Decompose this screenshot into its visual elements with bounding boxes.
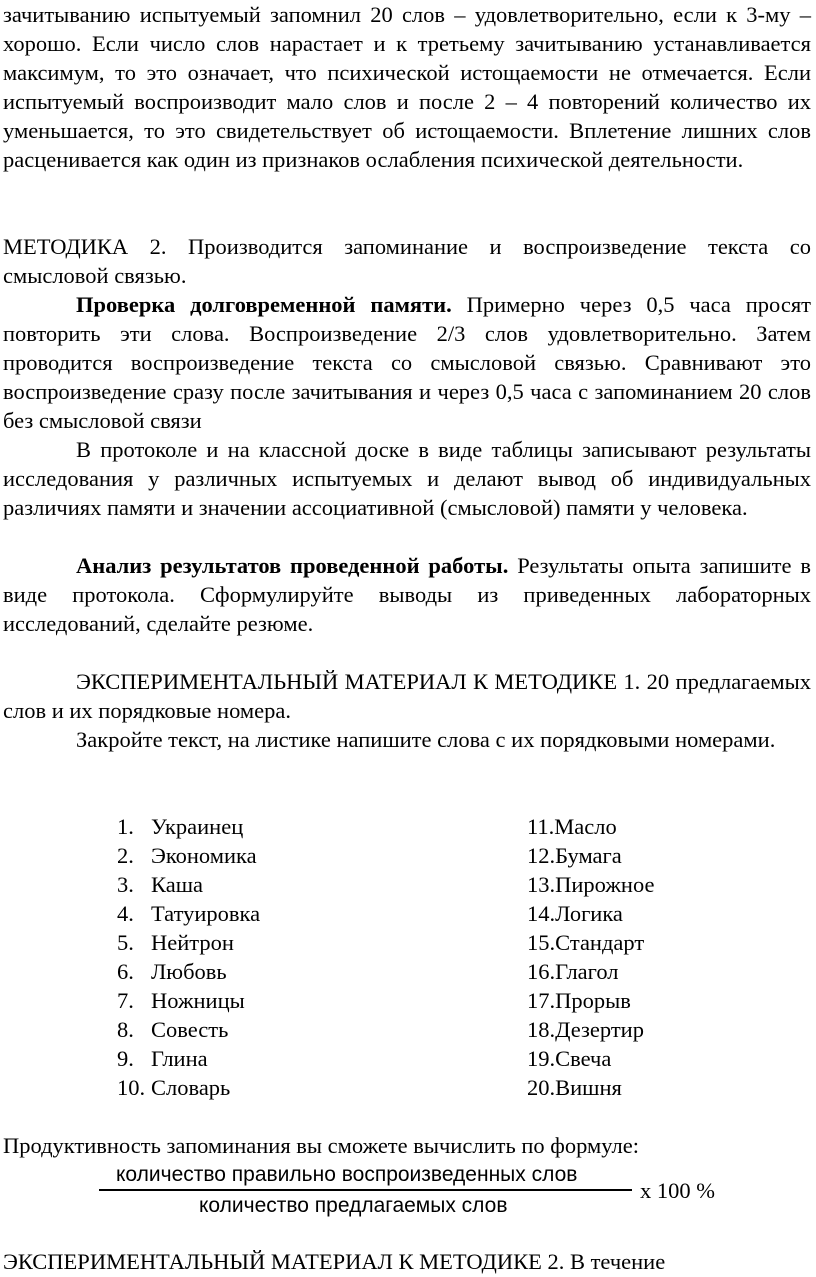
word-list	[0, 812, 816, 1102]
list-item-number: 20.	[527, 1075, 556, 1100]
list-item-number: 14.	[527, 901, 556, 926]
productivity-formula	[0, 1160, 816, 1220]
heading-long-term-memory: Проверка долговременной памяти.	[76, 292, 452, 317]
list-item-word: Украинец	[151, 814, 244, 839]
list-item	[527, 870, 654, 899]
list-item	[117, 841, 260, 870]
list-item	[527, 1044, 654, 1073]
list-item-number: 19.	[527, 1046, 556, 1071]
list-item-word: Словарь	[151, 1075, 231, 1100]
list-item	[527, 957, 654, 986]
list-item-word: Любовь	[151, 959, 227, 984]
list-item	[527, 899, 654, 928]
list-item-word: Глагол	[555, 959, 619, 984]
paragraph-method-2: МЕТОДИКА 2. Производится запоминание и воспроизведение текста со смысловой связью.	[3, 234, 811, 288]
list-item	[117, 899, 260, 928]
list-item	[117, 1015, 260, 1044]
list-item	[117, 1044, 260, 1073]
list-item-word: Стандарт	[555, 930, 645, 955]
list-item-number: 2.	[117, 843, 134, 868]
list-item-word: Каша	[151, 872, 204, 897]
list-item-number: 1.	[117, 814, 134, 839]
list-item-number: 4.	[117, 901, 134, 926]
paragraph-formula-intro: Продуктивность запоминания вы сможете вычислить по формуле:	[3, 1133, 639, 1158]
word-list-column-left	[117, 812, 260, 1102]
formula-numerator: количество правильно воспроизведенных слов	[116, 1163, 578, 1186]
text-long-term-memory: Примерно через 0,5 часа просят повторить эти слова. Воспроизведение 2/3 слов удовлетворительно. Затем проводится воспроизведение текста со смысловой связью. Сравнивают это воспроизведение сразу после зачитывания и через 0,5 часа с запоминанием 20 слов без смысловой связи	[3, 292, 812, 433]
paragraph-long-term-memory	[3, 290, 811, 435]
list-item-number: 3.	[117, 872, 134, 897]
list-item-number: 15.	[527, 930, 556, 955]
list-item-number: 6.	[117, 959, 134, 984]
list-item-number: 7.	[117, 988, 134, 1013]
list-item	[527, 1015, 654, 1044]
heading-analysis: Анализ результатов проведенной работы.	[76, 553, 509, 578]
list-item-number: 10.	[117, 1075, 146, 1100]
list-item-word: Глина	[151, 1046, 208, 1071]
list-item	[117, 986, 260, 1015]
list-item-number: 5.	[117, 930, 134, 955]
list-item	[117, 870, 260, 899]
list-item-word: Нейтрон	[151, 930, 234, 955]
list-item	[527, 986, 654, 1015]
list-item-number: 17.	[527, 988, 556, 1013]
paragraph-analysis	[3, 551, 811, 638]
list-item-word: Бумага	[555, 843, 622, 868]
list-item-number: 16.	[527, 959, 556, 984]
list-item-number: 9.	[117, 1046, 134, 1071]
list-item	[117, 928, 260, 957]
list-item-word: Масло	[554, 814, 617, 839]
paragraph-material-method-1: ЭКСПЕРИМЕНТАЛЬНЫЙ МАТЕРИАЛ К МЕТОДИКЕ 1. 20 предлагаемых слов и их порядковые номера.	[3, 669, 811, 723]
list-item	[527, 812, 654, 841]
list-item-word: Свеча	[555, 1046, 612, 1071]
list-item-word: Вишня	[555, 1075, 622, 1100]
paragraph-protocol: В протоколе и на классной доске в виде таблицы записывают результаты исследования у различных испытуемых и делают вывод об индивидуальных различиях памяти и значении ассоциативной (смысловой) памяти у человека.	[3, 437, 811, 520]
list-item-word: Совесть	[151, 1017, 229, 1042]
list-item	[117, 1073, 260, 1102]
formula-multiplier: х 100 %	[640, 1178, 715, 1203]
list-item-word: Экономика	[151, 843, 257, 868]
paragraph-material-method-2: ЭКСПЕРИМЕНТАЛЬНЫЙ МАТЕРИАЛ К МЕТОДИКЕ 2. В течение	[3, 1249, 666, 1274]
list-item-word: Логика	[555, 901, 623, 926]
list-item-word: Дезертир	[555, 1017, 644, 1042]
list-item-number: 18.	[527, 1017, 556, 1042]
formula-denominator: количество предлагаемых слов	[199, 1194, 508, 1217]
list-item-number: 12.	[527, 843, 556, 868]
list-item-number: 8.	[117, 1017, 134, 1042]
list-item-word: Пирожное	[555, 872, 655, 897]
list-item	[117, 812, 260, 841]
list-item-word: Ножницы	[151, 988, 245, 1013]
list-item	[117, 957, 260, 986]
list-item	[527, 928, 654, 957]
list-item-word: Прорыв	[555, 988, 631, 1013]
paragraph-exhaustion-assessment: зачитыванию испытуемый запомнил 20 слов – удовлетворительно, если к 3-му – хорошо. Если число слов нарастает и к третьему зачитыванию устанавливается максимум, то это означает, что психической истощаемости не отмечается. Если испытуемый воспроизводит мало слов и после 2 – 4 повторений количество их уменьшается, то это свидетельствует об истощаемости. Вплетение лишних слов расценивается как один из признаков ослабления психической деятельности.	[3, 2, 811, 172]
word-list-column-right	[527, 812, 654, 1102]
text-analysis: Результаты опыта запишите в виде протокола. Сформулируйте выводы из приведенных лабораторных исследований, сделайте резюме.	[3, 553, 811, 636]
list-item	[527, 841, 654, 870]
list-item-number: 11.	[527, 814, 555, 839]
paragraph-instruction: Закройте текст, на листике напишите слова с их порядковыми номерами.	[76, 727, 776, 752]
list-item-number: 13.	[527, 872, 556, 897]
list-item-word: Татуировка	[151, 901, 261, 926]
list-item	[527, 1073, 654, 1102]
